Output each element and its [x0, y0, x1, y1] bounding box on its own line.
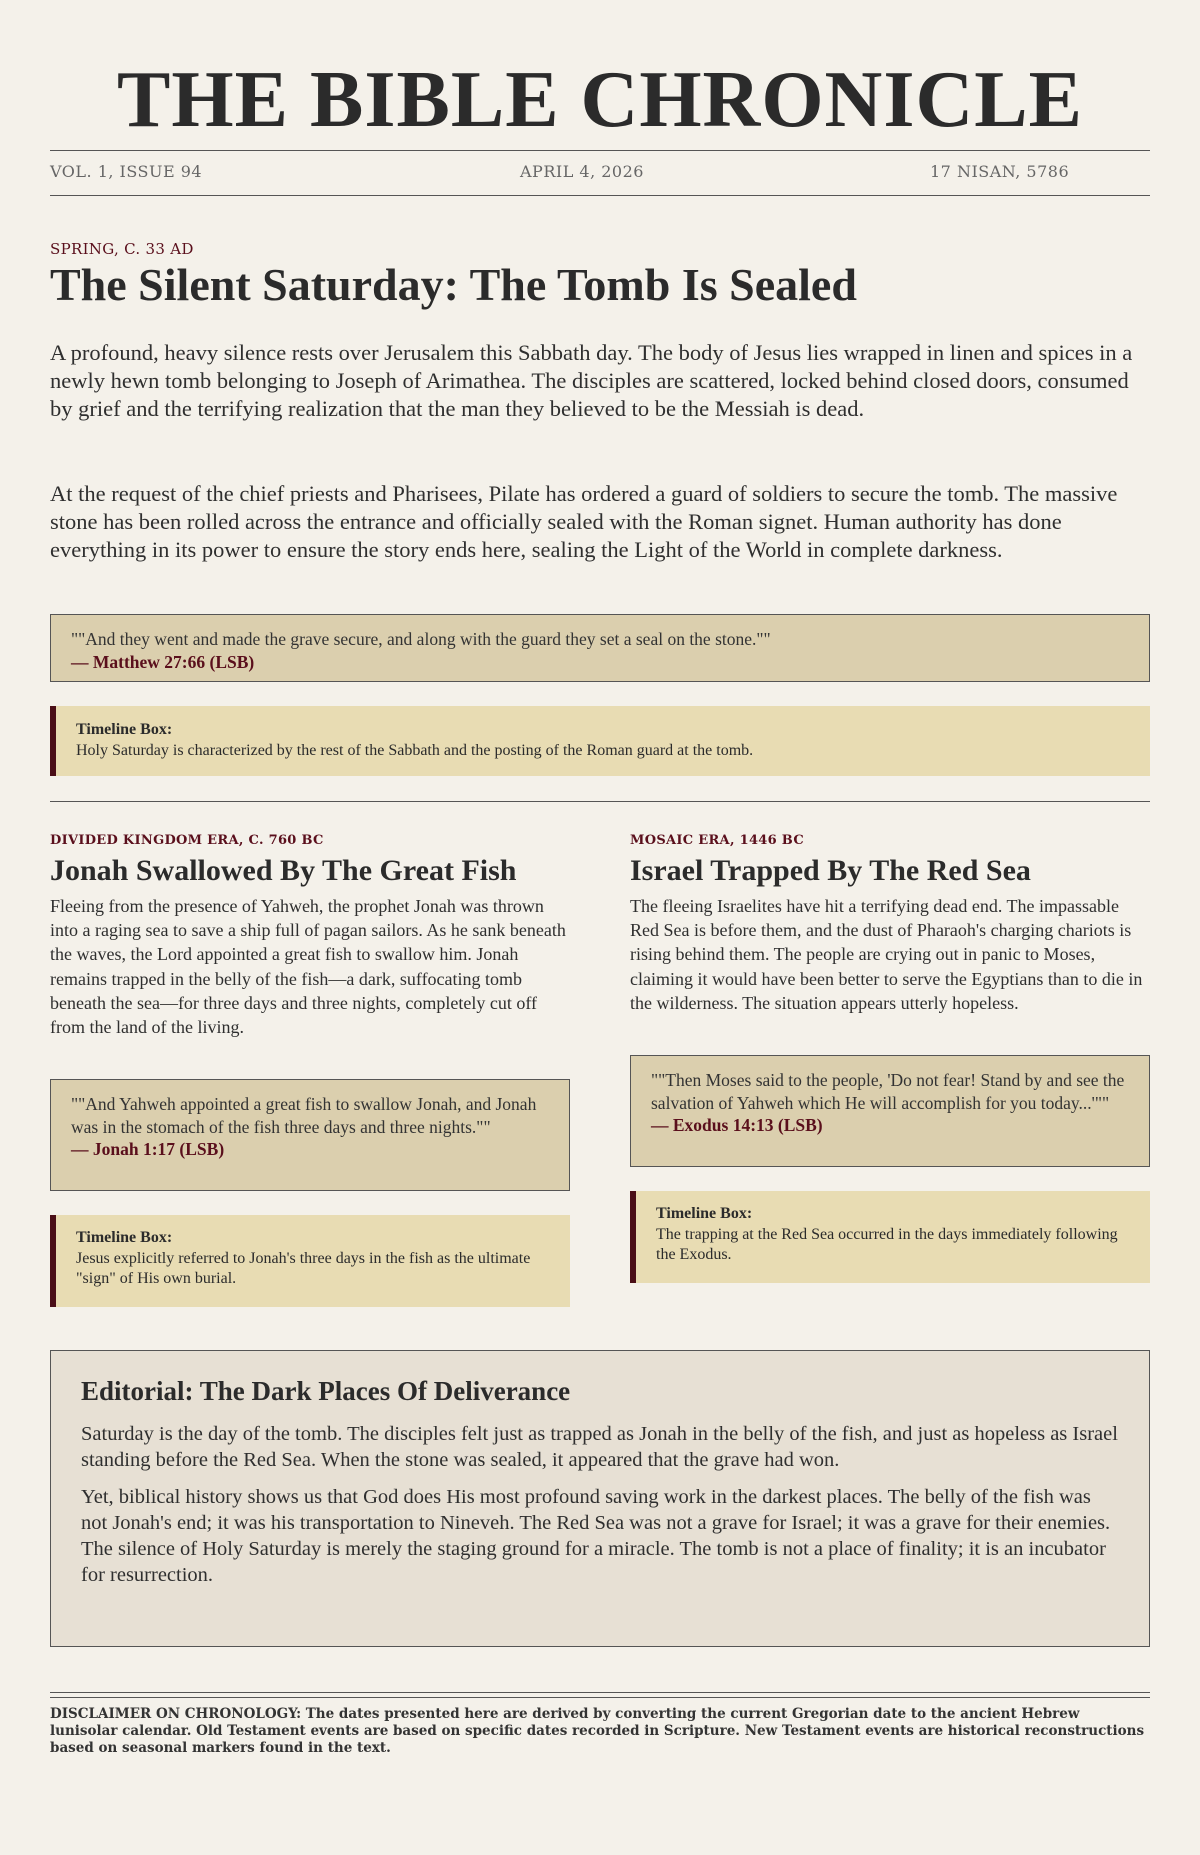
lead-headline: The Silent Saturday: The Tomb Is Sealed: [50, 259, 857, 310]
lead-quote-box: [50, 614, 1150, 682]
lead-timeline-box: [50, 706, 1150, 776]
lead-timeline-label: Timeline Box:: [76, 721, 173, 738]
issue-volume: VOL. 1, ISSUE 94: [50, 162, 203, 181]
left-timeline-text: Jesus explicitly referred to Jonah's three days in the fish as the ultimate "sign" of His own burial.: [76, 1249, 531, 1287]
editorial-box: [50, 1350, 1150, 1647]
footer-rule-top: [50, 1692, 1150, 1693]
left-quote-citation: — Jonah 1:17 (LSB): [71, 1139, 225, 1159]
section-divider: [50, 801, 1150, 802]
lead-quote-citation: — Matthew 27:66 (LSB): [71, 652, 255, 672]
right-paragraph: The fleeing Israelites have hit a terrifying dead end. The impassable Red Sea is before them, and the dust of Pharaoh's charging chariots is rising behind them. The people are crying out in panic to Moses, claiming it would have been better to serve the Egyptians than to die in the wilderness. The situation appears utterly hopeless.: [630, 896, 1143, 1013]
footer-rule-bottom: [50, 1697, 1150, 1698]
left-headline: Jonah Swallowed By The Great Fish: [50, 854, 517, 887]
right-timeline-text: The trapping at the Red Sea occurred in the days immediately following the Exodus.: [656, 1225, 1118, 1263]
left-timeline-label: Timeline Box:: [76, 1229, 173, 1246]
hebrew-date: 17 NISAN, 5786: [930, 162, 1070, 181]
left-timeline-box: [50, 1215, 570, 1307]
lead-paragraph-1: A profound, heavy silence rests over Jerusalem this Sabbath day. The body of Jesus lies wrapped in linen and spices in a newly hewn tomb belonging to Joseph of Arimathea. The disciples are scattered, locked behind closed doors, consumed by grief and the terrifying realization that the man they believed to be the Messiah is dead.: [50, 340, 1133, 421]
chronology-disclaimer: DISCLAIMER ON CHRONOLOGY: The dates presented here are derived by converting the current Gregorian date to the ancient Hebrew lunisolar calendar. Old Testament events are based on specific dates recorded in Scripture. New Testament events are historical reconstructions based on seasonal markers found in the text.: [50, 1706, 1145, 1756]
right-quote-text: ""Then Moses said to the people, 'Do not fear! Stand by and see the salvation of Yahweh which He will accomplish for you today...'"": [651, 1070, 1125, 1113]
editorial-title: Editorial: The Dark Places Of Deliverance: [81, 1376, 571, 1406]
issue-date: APRIL 4, 2026: [520, 162, 644, 181]
right-quote-box: [630, 1055, 1150, 1167]
left-quote-text: ""And Yahweh appointed a great fish to swallow Jonah, and Jonah was in the stomach of the fish three days and three nights."": [71, 1094, 537, 1137]
right-headline: Israel Trapped By The Red Sea: [630, 854, 1031, 887]
lead-kicker: SPRING, C. 33 AD: [50, 240, 194, 258]
right-kicker: MOSAIC ERA, 1446 BC: [630, 833, 804, 848]
masthead-bottom-rule: [50, 195, 1150, 196]
right-timeline-box: [630, 1191, 1150, 1283]
right-timeline-label: Timeline Box:: [656, 1205, 753, 1222]
right-quote-citation: — Exodus 14:13 (LSB): [651, 1115, 823, 1135]
lead-timeline-text: Holy Saturday is characterized by the rest of the Sabbath and the posting of the Roman guard at the tomb.: [76, 742, 754, 759]
left-paragraph: Fleeing from the presence of Yahweh, the prophet Jonah was thrown into a raging sea to save a ship full of pagan sailors. As he sank beneath the waves, the Lord appointed a great fish to swallow him. Jonah remains trapped in the belly of the fish—a dark, suffocating tomb beneath the sea—for three days and three nights, completely cut off from the land of the living.: [50, 896, 566, 1038]
left-quote-box: [50, 1079, 570, 1191]
lead-quote-text: ""And they went and made the grave secure, and along with the guard they set a seal on the stone."": [71, 629, 771, 649]
editorial-paragraph-1: Saturday is the day of the tomb. The disciples felt just as trapped as Jonah in the belly of the fish, and just as hopeless as Israel standing before the Red Sea. When the stone was sealed, it appeared that the grave had won.: [81, 1423, 1118, 1471]
lead-paragraph-2: At the request of the chief priests and Pharisees, Pilate has ordered a guard of soldiers to secure the tomb. The massive stone has been rolled across the entrance and officially sealed with the Roman signet. Human authority has done everything in its power to ensure the story ends here, sealing the Light of the World in complete darkness.: [50, 481, 1118, 562]
left-kicker: DIVIDED KINGDOM ERA, C. 760 BC: [50, 833, 324, 848]
editorial-paragraph-2: Yet, biblical history shows us that God does His most profound saving work in the darkest places. The belly of the fish was not Jonah's end; it was his transportation to Nineveh. The Red Sea was not a grave for Israel; it was a grave for their enemies. The silence of Holy Saturday is merely the staging ground for a miracle. The tomb is not a place of finality; it is an incubator for resurrection.: [81, 1486, 1111, 1586]
masthead-title: THE BIBLE CHRONICLE: [117, 56, 1083, 144]
masthead-top-rule: [50, 150, 1150, 151]
